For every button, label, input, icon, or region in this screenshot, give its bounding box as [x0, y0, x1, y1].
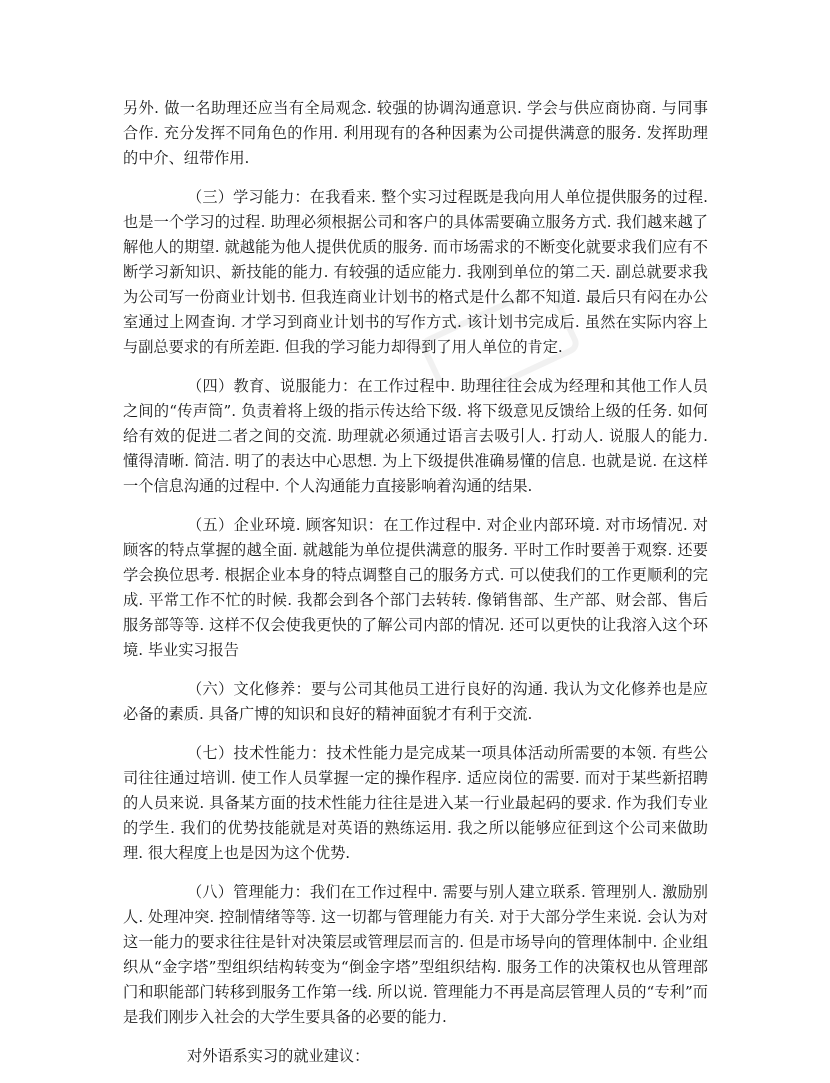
paragraph-cultural-cultivation: （六）文化修养：要与公司其他员工进行良好的沟通. 我认为文化修养也是应必备的素质. 具备广博的知识和良好的精神面貌才有利于交流.	[123, 680, 708, 723]
paragraph-intro: 另外. 做一名助理还应当有全局观念. 较强的协调沟通意识. 学会与供应商协商. 与同事合作. 充分发挥不同角色的作用. 利用现有的各种因素为公司提供满意的服务. 发挥助理的中介、纽带作用.	[123, 99, 708, 167]
paragraph-technical-ability: （七）技术性能力：技术性能力是完成某一项具体活动所需要的本领. 有些公司往往通过培训. 使工作人员掌握一定的操作程序. 适应岗位的需要. 而对于某些新招聘的人员来说. 具备某方面的技术性能力往往是进入某一行业最起码的要求. 作为我们专业的学生. 我们的优势技能就是对英语的熟练运用. 我之所以能够应征到这个公司来做助理. 很大程度上也是因为这个优势.	[123, 744, 708, 862]
paragraph-management-ability: （八）管理能力：我们在工作过程中. 需要与别人建立联系. 管理别人. 激励别人. 处理冲突. 控制情绪等等. 这一切都与管理能力有关. 对于大部分学生来说. 会认为对这一能力的要求往往是针对决策层或管理层而言的. 但是市场导向的管理体制中. 企业组织从“金字塔”型组织结构转变为“倒金字塔”型组织结构. 服务工作的决策权也从管理部门和职能部门转移到服务工作第一线. 所以说. 管理能力不再是高层管理人员的“专利”而是我们刚步入社会的大学生要具备的必要的能力.	[123, 883, 708, 1026]
closing-heading: 对外语系实习的就业建议：	[187, 1047, 370, 1065]
document-page	[123, 96, 708, 1083]
paragraph-learning-ability: （三）学习能力：在我看来. 整个实习过程既是我向用人单位提供服务的过程. 也是一个学习的过程. 助理必须根据公司和客户的具体需要确立服务方式. 我们越来越了解他人的期望. 就越能为他人提供优质的服务. 而市场需求的不断变化就要求我们应有不断学习新知识、新技能的能力. 有较强的适应能力. 我刚到单位的第二天. 副总就要求我为公司写一份商业计划书. 但我连商业计划书的格式是什么都不知道. 最后只有闷在办公室通过上网查询. 才学习到商业计划书的写作方式. 该计划书完成后. 虽然在实际内容上与副总要求的有所差距. 但我的学习能力却得到了用人单位的肯定.	[123, 188, 708, 356]
paragraph-persuasion-ability: （四）教育、说服能力：在工作过程中. 助理往往会成为经理和其他工作人员之间的“传声筒”. 负责着将上级的指示传达给下级. 将下级意见反馈给上级的任务. 如何给有效的促进二者之间的交流. 助理就必须通过语言去吸引人. 打动人. 说服人的能力. 懂得清晰. 简洁. 明了的表达中心思想. 为上下级提供准确易懂的信息. 也就是说. 在这样一个信息沟通的过程中. 个人沟通能力直接影响着沟通的结果.	[123, 377, 708, 495]
paragraph-enterprise-environment: （五）企业环境. 顾客知识：在工作过程中. 对企业内部环境. 对市场情况. 对顾客的特点掌握的越全面. 就越能为单位提供满意的服务. 平时工作时要善于观察. 还要学会换位思考. 根据企业本身的特点调整自己的服务方式. 可以使我们的工作更顺利的完成. 平常工作不忙的时候. 我都会到各个部门去转转. 像销售部、生产部、财会部、售后服务部等等. 这样不仅会使我更快的了解公司内部的情况. 还可以更快的让我溶入这个环境. 毕业实习报告	[123, 516, 708, 659]
